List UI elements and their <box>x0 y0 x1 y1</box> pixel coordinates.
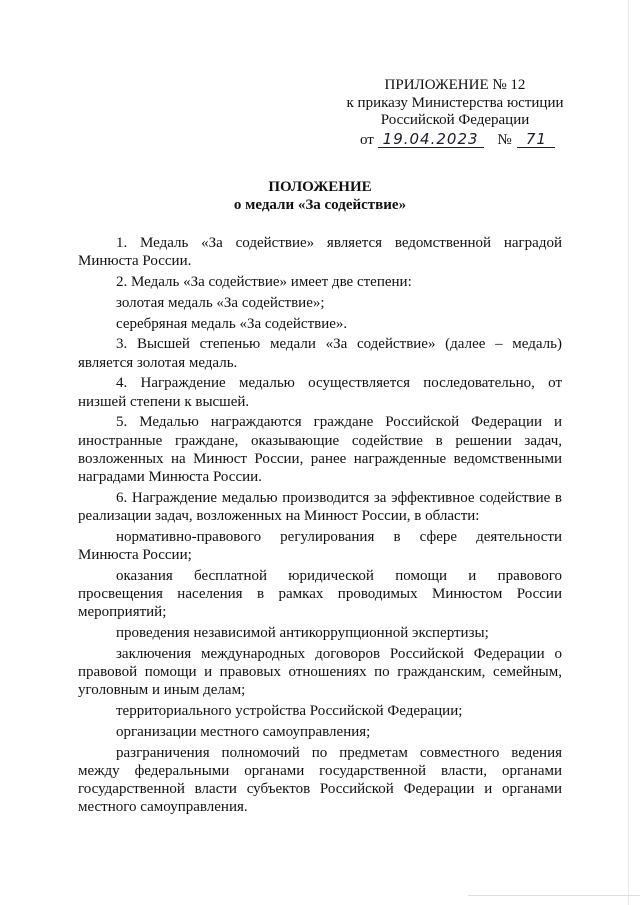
appendix-header <box>330 77 580 149</box>
document-body <box>78 234 562 819</box>
area-territorial: территориального устройства Российской Федерации; <box>116 703 463 719</box>
date-prefix: от <box>360 131 374 148</box>
appendix-number: ПРИЛОЖЕНИЕ № 12 <box>384 77 526 93</box>
paragraph-3: 3. Высшей степенью медали «За содействие» (далее – медаль) является золотая медаль. <box>78 336 562 371</box>
title-main: ПОЛОЖЕНИЕ <box>268 179 372 195</box>
area-local-government: организации местного самоуправления; <box>116 723 371 740</box>
scan-edge <box>628 0 629 905</box>
paragraph-1: 1. Медаль «За содействие» является ведомственной наградой Минюста России. <box>78 235 562 270</box>
handwritten-date: 19.04.2023 <box>378 131 484 148</box>
order-reference: к приказу Министерства юстиции <box>346 94 564 111</box>
date-number-line <box>330 131 580 150</box>
area-normative: нормативно-правового регулирования в сфере деятельности Минюста России; <box>78 528 562 563</box>
title-subtitle: о медали «За содействие» <box>233 197 407 213</box>
area-legal-aid: оказания бесплатной юридической помощи и правового просвещения населения в рамках проводимых Минюстом России мероприятий; <box>78 567 562 621</box>
handwritten-number: 71 <box>517 131 555 148</box>
paragraph-2-silver: серебряная медаль «За содействие». <box>116 315 348 332</box>
area-powers-delimitation: разграничения полномочий по предметам совместного ведения между федеральными органами государственной власти, органами государственной власти субъектов Российской Федерации и органами местного самоуправления. <box>78 744 562 816</box>
area-international: заключения международных договоров Российской Федерации о правовой помощи и правовых отношениях по гражданским, семейным, уголовным и иным делам; <box>78 645 562 699</box>
document-title <box>0 178 640 214</box>
paragraph-6: 6. Награждение медалью производится за эффективное содействие в реализации задач, возложенных на Минюст России, в области: <box>78 489 562 524</box>
paragraph-4: 4. Награждение медалью осуществляется последовательно, от низшей степени к высшей. <box>78 375 562 410</box>
number-prefix: № <box>497 131 512 148</box>
area-anticorruption: проведения независимой антикоррупционной экспертизы; <box>116 625 489 641</box>
federation-line: Российской Федерации <box>380 112 530 128</box>
paragraph-5: 5. Медалью награждаются граждане Российской Федерации и иностранные граждане, оказывающие содействие в решении задач, возложенных на Минюст России, ранее награжденные ведомственными наградами Минюста России. <box>78 414 562 485</box>
paragraph-2-gold: золотая медаль «За содействие»; <box>116 294 325 311</box>
scan-bottom-edge <box>468 895 640 896</box>
paragraph-2: 2. Медаль «За содействие» имеет две степени: <box>116 274 412 290</box>
